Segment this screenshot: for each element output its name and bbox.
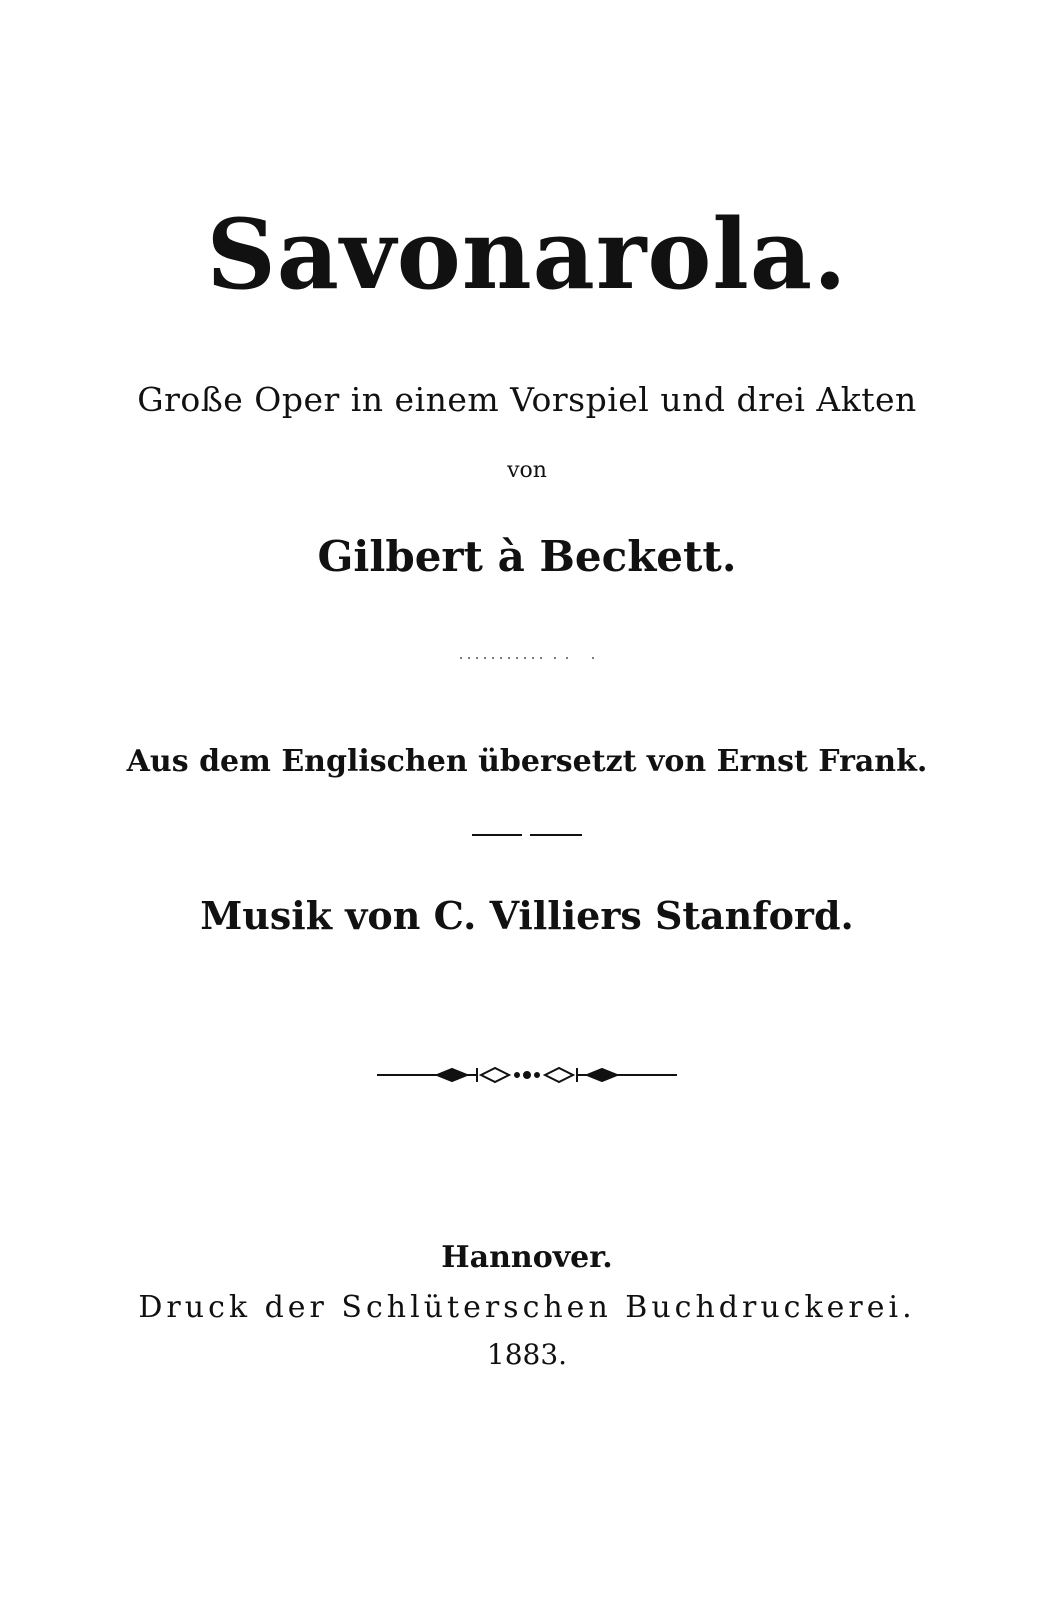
imprint-year: 1883. [486,1338,568,1371]
opera-subtitle: Große Oper in einem Vorspiel und drei Akten [137,380,917,419]
imprint-city: Hannover. [441,1240,613,1275]
translator-line: Aus dem Englischen übersetzt von Ernst Frank. [126,744,928,779]
imprint-printer: Druck der Schlüterschen Buchdruckerei. [138,1290,916,1325]
opera-title: Savonarola. [206,198,848,311]
ornamental-divider [0,1060,1054,1090]
dotted-divider [0,650,1054,666]
librettist-name: Gilbert à Beckett. [317,532,737,581]
short-rule [0,830,1054,840]
by-word: von [507,458,547,483]
composer-line: Musik von C. Villiers Stanford. [200,893,854,938]
